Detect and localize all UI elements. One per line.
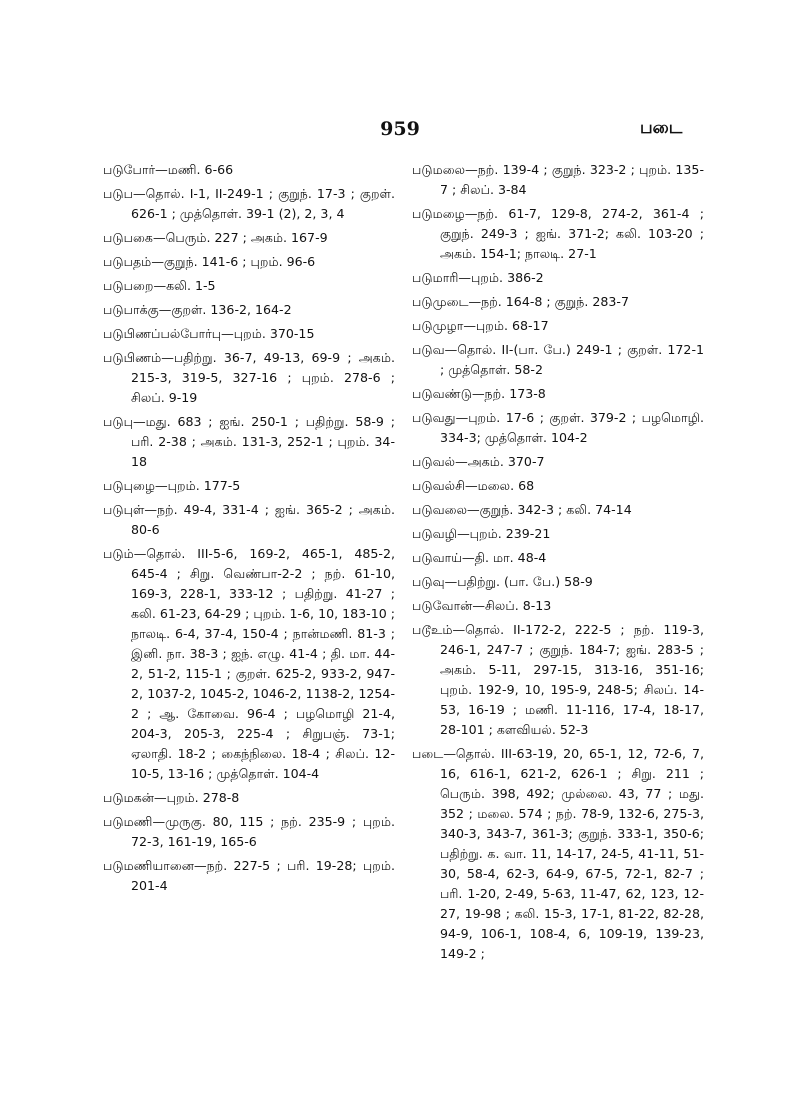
entry-references: குறுந். 342-3 ; கலி. 74-14 (479, 502, 632, 517)
entry-references: முருகு. 80, 115 ; நற். 235-9 ; புறம். 72-3, 161-19, 165-6 (131, 814, 395, 849)
entry-references: புறம். 370-15 (233, 326, 315, 341)
entry-references: நற். 173-8 (484, 386, 546, 401)
entry-dash: — (194, 858, 207, 873)
entry-references: மணி. 6-66 (167, 162, 234, 177)
entry-headword: படுவாய் (412, 550, 463, 565)
index-entry (103, 300, 395, 320)
entry-references: கலி. 1-5 (166, 278, 216, 293)
entry-headword: படுமுடை (412, 294, 469, 309)
entry-headword: படுவலை (412, 502, 468, 517)
index-entry (103, 476, 395, 496)
entry-dash: — (153, 278, 167, 293)
entry-dash: — (455, 410, 469, 425)
entry-references: குறுந். 141-6 ; புறம். 96-6 (163, 254, 316, 269)
entry-dash: — (132, 186, 146, 201)
entry-dash: — (464, 478, 478, 493)
entry-references: நற். 139-4 ; குறுந். 323-2 ; புறம். 135-7 ; சிலப். 3-84 (440, 162, 704, 197)
entry-references: புறம். 386-2 (470, 270, 544, 285)
entry-dash: — (455, 454, 468, 469)
entry-dash: — (444, 574, 458, 589)
entry-headword: படுபிணம் (103, 350, 162, 365)
entry-references: தொல். I-1, II-249-1 ; குறுந். 17-3 ; குறள். 626-1 ; முத்தொள். 39-1 (2), 2, 3, 4 (131, 186, 395, 221)
index-entry (412, 596, 704, 616)
entry-headword: படுபோர் (103, 162, 156, 177)
index-entry (103, 412, 395, 472)
entry-references: புறம். 17-6 ; குறள். 379-2 ; பழமொழி. 334-3; முத்தொள். 104-2 (440, 410, 704, 445)
entry-references: தொல். II-(பா. பே.) 249-1 ; குறள். 172-1 ; முத்தொள். 58-2 (440, 342, 704, 377)
index-entry (412, 384, 704, 404)
left-column (103, 160, 395, 900)
running-head: படை (640, 118, 683, 138)
entry-dash: — (155, 478, 168, 493)
entry-headword: படுபகை (103, 230, 153, 245)
index-entry (103, 788, 395, 808)
entry-headword: படுபுள் (103, 502, 145, 517)
entry-dash: — (155, 162, 168, 177)
index-entry (412, 572, 704, 592)
entry-headword: படுவழி (412, 526, 458, 541)
entry-headword: படுமழை (412, 206, 465, 221)
entry-dash: — (472, 598, 485, 613)
entry-headword: படுமுழா (412, 318, 464, 333)
entry-headword: படுபாக்கு (103, 302, 159, 317)
entry-headword: படுபறை (103, 278, 154, 293)
entry-references: தொல். III-5-6, 169-2, 465-1, 485-2, 645-4 ; சிறு. வெண்பா-2-2 ; நற். 61-10, 169-3, 228-1, 333-12 ; பதிற்று. 41-27 ; கலி. 61-23, 64-29 ; புறம். 1-6, 10, 183-10 ; நாலடி. 6-4, 37-4, 150-4 ; நான்மணி. 81-3 ; இனி. நா. 38-3 ; ஐந். எழு. 41-4 ; தி. மா. 44-2, 51-2, 115-1 ; குறள். 625-2, 933-2, 947-2, 1037-2, 1045-2, 1046-2, 1138-2, 1254-2 ; ஆ. கோவை. 96-4 ; பழமொழி 21-4, 204-3, 205-3, 225-4 ; சிறுபஞ். 73-1; ஏலாதி. 18-2 ; கைந்நிலை. 18-4 ; சிலப். 12-10-5, 13-16 ; முத்தொள். 104-4 (131, 546, 395, 781)
entry-dash: — (468, 294, 482, 309)
index-entry (103, 324, 395, 344)
entry-references: புறம். 239-21 (469, 526, 551, 541)
entry-dash: — (458, 270, 471, 285)
entry-references: நற். 61-7, 129-8, 274-2, 361-4 ; குறுந். 249-3 ; ஐங். 371-2; கலி. 103-20 ; அகம். 154-1; நாலடி. 27-1 (440, 206, 704, 261)
entry-dash: — (152, 230, 166, 245)
entry-dash: — (464, 206, 478, 221)
index-entry (412, 524, 704, 544)
entry-dash: — (452, 622, 466, 637)
entry-dash: — (144, 502, 157, 517)
entry-references: மது. 683 ; ஐங். 250-1 ; பதிற்று. 58-9 ; பரி. 2-38 ; அகம். 131-3, 252-1 ; புறம். 34-18 (131, 414, 395, 469)
entry-dash: — (467, 502, 480, 517)
index-entry (412, 620, 704, 740)
entry-references: நற். 227-5 ; பரி. 19-28; புறம். 201-4 (131, 858, 395, 893)
entry-references: குறள். 136-2, 164-2 (171, 302, 292, 317)
entry-references: தி. மா. 48-4 (474, 550, 547, 565)
entry-dash: — (132, 414, 146, 429)
entry-dash: — (471, 386, 485, 401)
entry-dash: — (133, 546, 147, 561)
index-entry (412, 476, 704, 496)
index-entry (412, 204, 704, 264)
entry-headword: படுமாரி (412, 270, 459, 285)
entry-headword: படுவல்சி (412, 478, 465, 493)
entry-headword: படுவு (412, 574, 445, 589)
entry-headword: படுவல் (412, 454, 456, 469)
entry-dash: — (443, 746, 456, 761)
entry-headword: படை (412, 746, 444, 761)
index-entry (412, 500, 704, 520)
entry-dash: — (151, 254, 164, 269)
entry-headword: படுபுழை (103, 478, 156, 493)
entry-references: பதிற்று. 36-7, 49-13, 69-9 ; அகம். 215-3, 319-5, 327-16 ; புறம். 278-6 ; சிலப். 9-19 (131, 350, 395, 405)
entry-references: மலை. 68 (477, 478, 535, 493)
entry-references: புறம். 177-5 (167, 478, 241, 493)
entry-headword: படுவது (412, 410, 456, 425)
entry-headword: படூஉம் (412, 622, 453, 637)
entry-dash: — (152, 814, 166, 829)
entry-references: சிலப். 8-13 (485, 598, 552, 613)
index-entry (412, 268, 704, 288)
index-entry (103, 856, 395, 896)
index-entry (103, 812, 395, 852)
entry-references: பதிற்று. (பா. பே.) 58-9 (457, 574, 593, 589)
entry-headword: படுமணியானை (103, 858, 194, 873)
entry-dash: — (154, 790, 167, 805)
entry-dash: — (161, 350, 174, 365)
entry-headword: படுவ (412, 342, 445, 357)
index-entry (412, 160, 704, 200)
entry-references: தொல். III-63-19, 20, 65-1, 12, 72-6, 7, 16, 616-1, 621-2, 626-1 ; சிறு. 211 ; பெரும். 398, 492; முல்லை. 43, 77 ; மது. 352 ; மலை. 574 ; நற். 78-9, 132-6, 275-3, 340-3, 343-7, 361-3; குறுந். 333-1, 350-6; பதிற்று. க. வா. 11, 14-17, 24-5, 41-11, 51-30, 58-4, 62-3, 64-9, 67-5, 72-1, 82-7 ; பரி. 1-20, 2-49, 5-63, 11-47, 62, 123, 12-27, 19-98 ; கலி. 15-3, 17-1, 81-22, 82-28, 94-9, 106-1, 108-4, 6, 109-19, 139-23, 149-2 ; (440, 746, 704, 961)
entry-headword: படுமணி (103, 814, 153, 829)
index-entry (412, 340, 704, 380)
entry-dash: — (465, 162, 478, 177)
index-entry (412, 292, 704, 312)
entry-dash: — (158, 302, 172, 317)
entry-references: புறம். 278-8 (166, 790, 240, 805)
entry-dash: — (462, 550, 475, 565)
index-entry (103, 252, 395, 272)
index-entry (103, 500, 395, 540)
index-entry (103, 228, 395, 248)
entry-headword: படுமலை (412, 162, 466, 177)
index-entry (103, 348, 395, 408)
entry-references: அகம். 370-7 (467, 454, 545, 469)
entry-headword: படுப (103, 186, 133, 201)
index-entry (103, 544, 395, 784)
entry-headword: படுவண்டு (412, 386, 472, 401)
right-column (412, 160, 704, 968)
entry-references: நற். 49-4, 331-4 ; ஐங். 365-2 ; அகம். 80-6 (131, 502, 395, 537)
index-entry (412, 452, 704, 472)
entry-references: தொல். II-172-2, 222-5 ; நற். 119-3, 246-1, 247-7 ; குறுந். 184-7; ஐங். 283-5 ; அகம். 5-11, 297-15, 313-16, 351-16; புறம். 192-9, 10, 195-9, 248-5; சிலப். 14-53, 16-19 ; மணி. 11-116, 17-4, 18-17, 28-101 ; களவியல். 52-3 (440, 622, 704, 737)
entry-headword: படுபதம் (103, 254, 152, 269)
index-entry (412, 744, 704, 964)
entry-dash: — (221, 326, 234, 341)
index-entry (103, 276, 395, 296)
index-entry (412, 548, 704, 568)
page-number: 959 (380, 118, 420, 140)
entry-headword: படுவோன் (412, 598, 473, 613)
entry-dash: — (444, 342, 458, 357)
entry-headword: படுபிணப்பல்போர்பு (103, 326, 222, 341)
index-entry (412, 316, 704, 336)
index-entry (412, 408, 704, 448)
index-entry (103, 184, 395, 224)
entry-headword: படுமகன் (103, 790, 155, 805)
entry-references: பெரும். 227 ; அகம். 167-9 (165, 230, 328, 245)
entry-references: புறம். 68-17 (475, 318, 549, 333)
entry-dash: — (457, 526, 470, 541)
entry-headword: படுபு (103, 414, 133, 429)
entry-dash: — (463, 318, 476, 333)
index-entry (103, 160, 395, 180)
entry-headword: படும் (103, 546, 134, 561)
entry-references: நற். 164-8 ; குறுந். 283-7 (481, 294, 629, 309)
